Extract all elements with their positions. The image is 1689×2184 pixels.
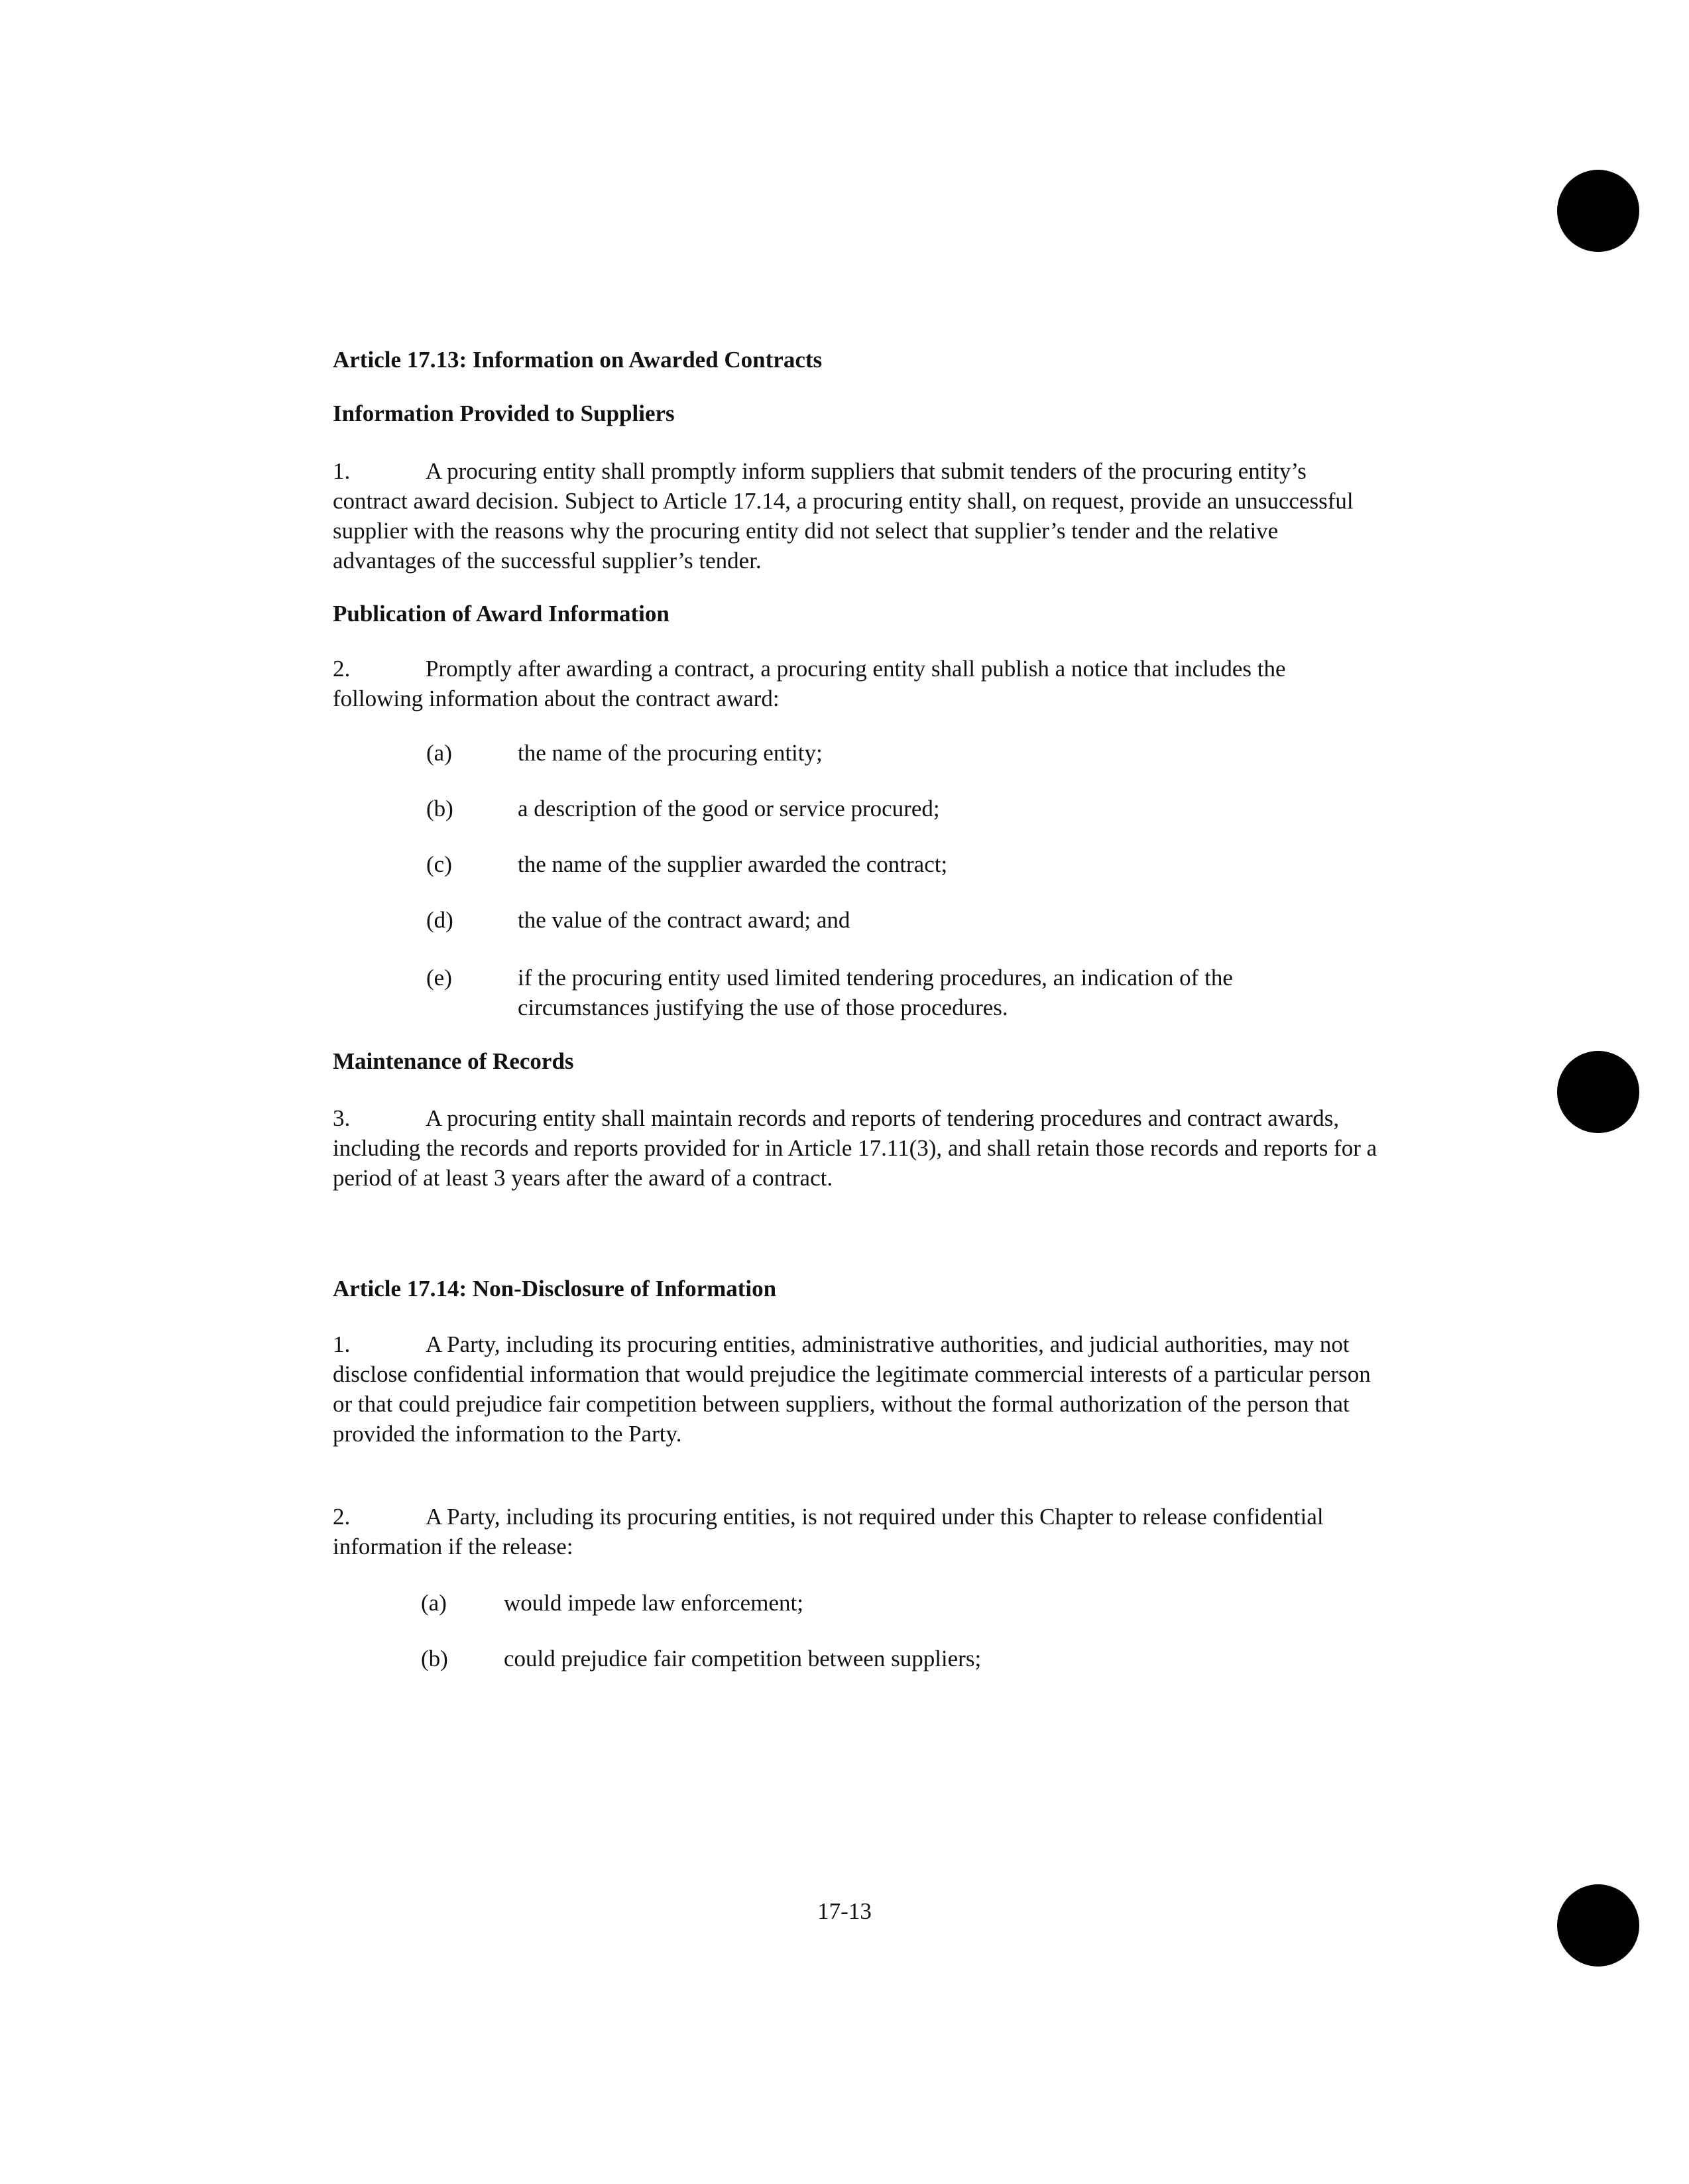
paragraph-text: A Party, including its procuring entities, is not required under this Chapter to release confidential information if the release:: [333, 1504, 1324, 1559]
list-item: [421, 1588, 1389, 1618]
list-item-text: would impede law enforcement;: [504, 1590, 803, 1616]
article-13-paragraph-3: [333, 1103, 1380, 1193]
list-item: [421, 1644, 1389, 1673]
list-item: [426, 849, 1394, 879]
list-item-text: if the procuring entity used limited tendering procedures, an indication of the circumstances justifying the use of those procedures.: [518, 965, 1233, 1020]
paragraph-number: 2.: [333, 656, 351, 682]
article-13-paragraph-2: [333, 654, 1380, 713]
list-item-label: (b): [421, 1646, 448, 1671]
paragraph-number: 1.: [333, 458, 351, 484]
paragraph-text: A Party, including its procuring entities, administrative authorities, and judicial authorities, may not disclose confidential information that would prejudice the legitimate commercial interests of a particular person or that could prejudice fair competition between suppliers, without the formal authorization of the person that provided the information to the Party.: [333, 1331, 1371, 1447]
article-13-subheading-publication: Publication of Award Information: [333, 601, 670, 627]
list-item-label: (a): [426, 740, 452, 766]
list-item-label: (d): [426, 907, 453, 933]
article-13-title: Article 17.13: Information on Awarded Contracts: [333, 347, 823, 373]
list-item: [426, 905, 1394, 935]
list-item: [426, 963, 1394, 1022]
paragraph-text: Promptly after awarding a contract, a procuring entity shall publish a notice that includes the following information about the contract award:: [333, 656, 1286, 711]
article-14-paragraph-1: [333, 1329, 1380, 1449]
list-item-label: (b): [426, 796, 453, 821]
article-13-subheading-suppliers: Information Provided to Suppliers: [333, 400, 675, 426]
binder-hole: [1557, 170, 1639, 252]
list-item: [426, 738, 1394, 768]
binder-hole: [1557, 1051, 1639, 1133]
list-item-text: the name of the supplier awarded the contract;: [518, 851, 948, 877]
page-number: 17-13: [817, 1898, 872, 1924]
paragraph-number: 1.: [333, 1331, 351, 1357]
list-item-label: (c): [426, 851, 452, 877]
paragraph-number: 3.: [333, 1105, 351, 1131]
list-item-label: (a): [421, 1590, 447, 1616]
article-13-paragraph-1: [333, 456, 1380, 576]
paragraph-number: 2.: [333, 1504, 351, 1530]
paragraph-text: A procuring entity shall maintain records and reports of tendering procedures and contract awards, including the records and reports provided for in Article 17.11(3), and shall retain those records and reports for a period of at least 3 years after the award of a contract.: [333, 1105, 1377, 1191]
article-13-subheading-records: Maintenance of Records: [333, 1048, 574, 1074]
list-item-text: a description of the good or service procured;: [518, 796, 940, 821]
list-item-text: the value of the contract award; and: [518, 907, 850, 933]
list-item-label: (e): [426, 965, 452, 991]
list-item: [426, 794, 1394, 823]
article-14-paragraph-2: [333, 1502, 1380, 1561]
paragraph-text: A procuring entity shall promptly inform suppliers that submit tenders of the procuring entity’s contract award decision. Subject to Article 17.14, a procuring entity shall, on request, provide an unsuccessful supplier with the reasons why the procuring entity did not select that supplier’s tender and the relative advantages of the successful supplier’s tender.: [333, 458, 1354, 574]
list-item-text: the name of the procuring entity;: [518, 740, 823, 766]
list-item-text: could prejudice fair competition between suppliers;: [504, 1646, 982, 1671]
article-14-title: Article 17.14: Non-Disclosure of Information: [333, 1276, 777, 1302]
